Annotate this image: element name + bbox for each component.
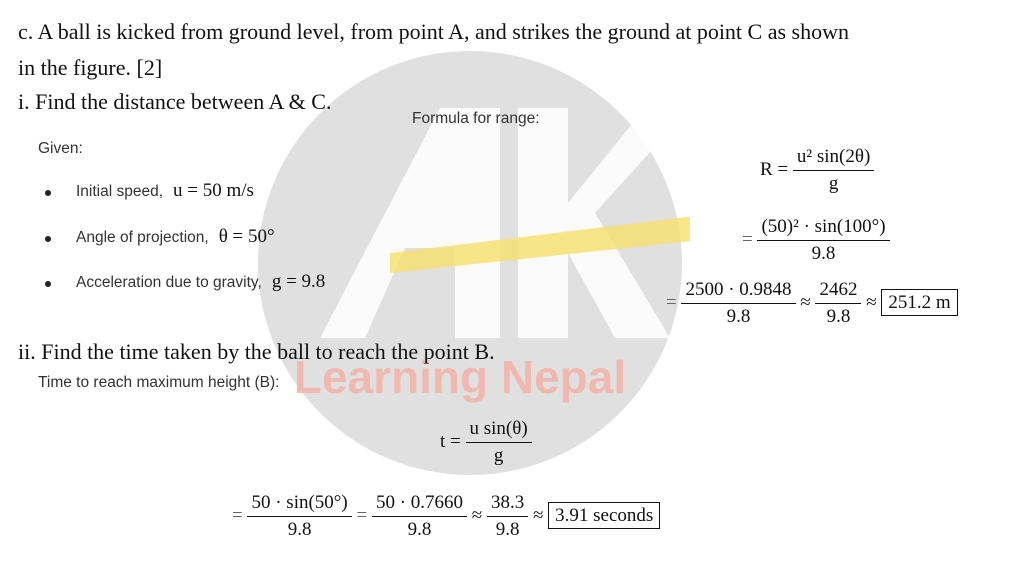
bullet-icon xyxy=(45,281,51,287)
fraction: $\frac{\text{u sin(θ)}}{g}$ xyxy=(466,418,532,467)
bullet-icon xyxy=(45,190,51,196)
range-step-2: = $\frac{\text{(50)² · sin(100°)}}{9.8}$ xyxy=(742,216,890,265)
given-item-angle: Angle of projection, θ = 50° xyxy=(76,226,275,247)
question-line-2: in the figure. [2] xyxy=(18,55,163,80)
time-result-box: 3.91 seconds xyxy=(548,502,660,529)
fraction: $\frac{50 \cdot 0.7660}{9.8}$ xyxy=(372,492,467,541)
fraction: $\frac{2500 \cdot 0.9848}{9.8}$ xyxy=(681,279,795,328)
given-item-gravity: Acceleration due to gravity, g = 9.8 xyxy=(76,271,326,292)
fraction: $\frac{38.3}{9.8}$ xyxy=(487,492,528,541)
time-step-2: = $\frac{50 \cdot \sin(50^\circ)}{9.8}$ = $\frac{50 \cdot 0.7660}{9.8}$ ≈ $\frac{38.3}{9.8}$ ≈ 3.91 seconds xyxy=(232,492,660,541)
question-part-ii: ii. Find the time taken by the ball to reach the point B. xyxy=(18,339,495,364)
question-line-1: c. A ball is kicked from ground level, from point A, and strikes the ground at point C as shown xyxy=(18,19,849,44)
range-result-box: 251.2 m xyxy=(881,289,957,316)
range-step-1: R = $\frac{\text{u² sin(2θ)}}{g}$ xyxy=(760,146,874,195)
given-item-speed: Initial speed, u = 50 m/s xyxy=(76,180,254,201)
fraction: $\frac{50 \cdot \sin(50^\circ)}{9.8}$ xyxy=(247,492,351,541)
fraction: $\frac{\text{(50)² · sin(100°)}}{9.8}$ xyxy=(757,216,889,265)
fraction: $\frac{\text{u² sin(2θ)}}{g}$ xyxy=(793,146,874,195)
time-heading: Time to reach maximum height (B): xyxy=(38,374,280,391)
given-heading: Given: xyxy=(38,140,83,157)
watermark-text: Learning Nepal xyxy=(293,351,627,403)
bullet-icon xyxy=(45,236,51,242)
question-part-i: i. Find the distance between A & C. xyxy=(18,89,332,114)
fraction: $\frac{2462}{9.8}$ xyxy=(815,279,861,328)
range-step-3: = $\frac{2500 \cdot 0.9848}{9.8}$ ≈ $\frac{2462}{9.8}$ ≈ 251.2 m xyxy=(666,279,958,328)
time-step-1: t = $\frac{\text{u sin(θ)}}{g}$ xyxy=(440,418,532,467)
range-heading: Formula for range: xyxy=(412,110,540,127)
